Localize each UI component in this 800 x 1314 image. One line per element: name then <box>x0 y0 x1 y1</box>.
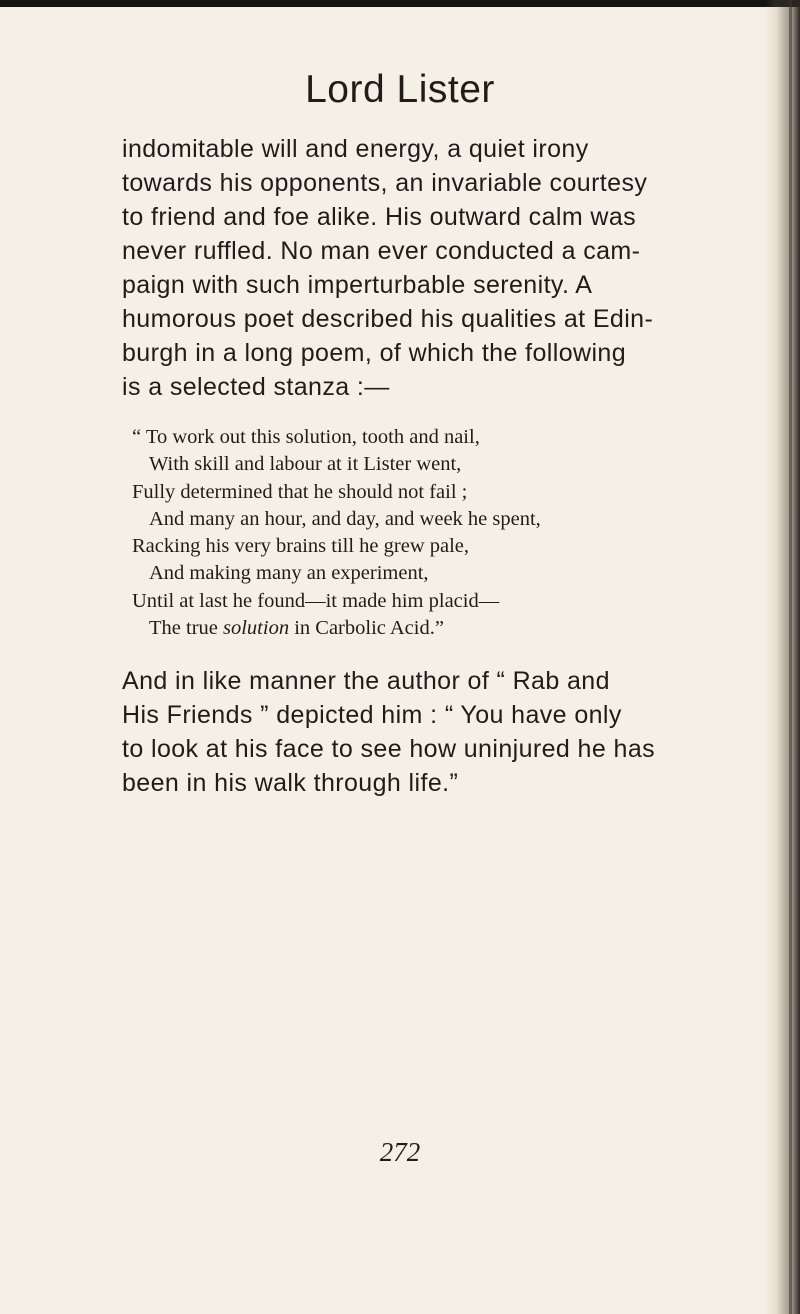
text-line: paign with such imperturbable serenity. A <box>122 271 593 299</box>
verse-line: Fully determined that he should not fail ; <box>132 480 468 503</box>
page-number: 272 <box>379 1137 421 1167</box>
paragraph-1 <box>122 132 742 404</box>
text-line: never ruffled. No man ever conducted a cam- <box>122 237 641 265</box>
text-line: And in like manner the author of “ Rab and <box>122 667 610 695</box>
text-line: His Friends ” depicted him : “ You have only <box>122 701 622 729</box>
verse-line-text: in Carbolic Acid.” <box>289 617 444 640</box>
text-line: burgh in a long poem, of which the following <box>122 339 627 367</box>
page-top-edge <box>0 0 800 7</box>
text-line: to look at his face to see how uninjured he has <box>122 735 656 763</box>
text-line: humorous poet described his qualities at Edin- <box>122 305 654 333</box>
verse-line: Until at last he found—it made him placid— <box>132 589 500 612</box>
text-line: is a selected stanza :— <box>122 373 390 401</box>
verse-line-text: To work out this solution, tooth and nail, <box>145 426 480 448</box>
verse-line: With skill and labour at it Lister went, <box>149 453 462 476</box>
verse-line <box>132 615 752 642</box>
page-edge-line <box>789 0 792 1314</box>
verse-line-text: The true <box>149 617 223 640</box>
verse-line <box>132 424 752 451</box>
paragraph-2 <box>122 664 742 800</box>
open-quote: “ <box>132 426 146 448</box>
verse-line: And making many an experiment, <box>149 562 429 585</box>
verse-line: And many an hour, and day, and week he spent, <box>149 507 541 530</box>
text-line: to friend and foe alike. His outward calm was <box>122 203 637 231</box>
italic-word: solution <box>223 617 290 640</box>
running-head: Lord Lister <box>305 68 495 111</box>
verse-line: Racking his very brains till he grew pale, <box>132 535 470 558</box>
text-line: been in his walk through life.” <box>122 769 459 797</box>
text-line: indomitable will and energy, a quiet irony <box>122 135 589 163</box>
verse-stanza <box>132 424 752 642</box>
page-binding-edge <box>764 0 800 1314</box>
text-line: towards his opponents, an invariable courtesy <box>122 169 648 197</box>
